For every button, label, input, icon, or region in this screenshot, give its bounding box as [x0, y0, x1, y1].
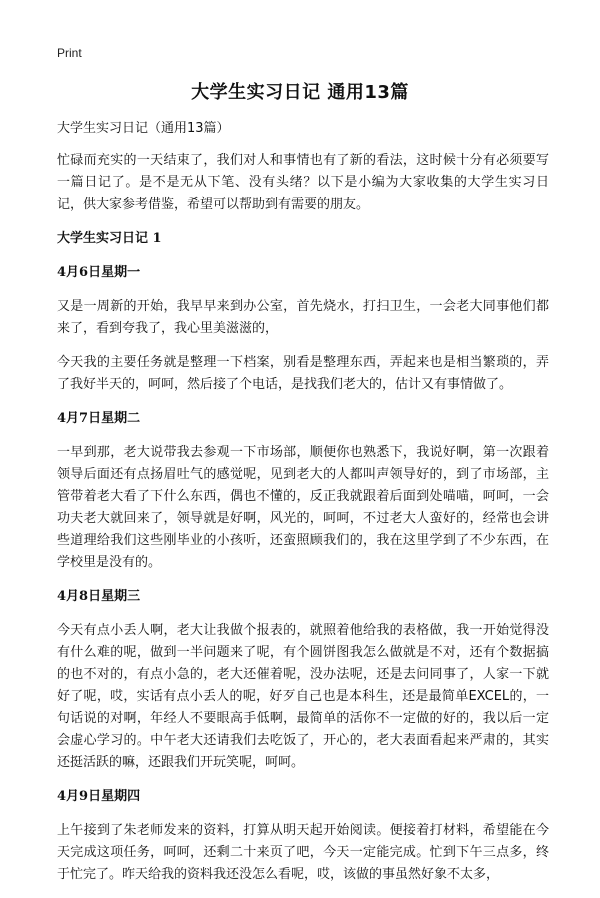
document-body — [57, 118, 549, 898]
entry-date: 4月6日星期一 — [57, 265, 141, 280]
document-subtitle: 大学生实习日记（通用13篇） — [57, 121, 230, 136]
entry-date: 4月9日星期四 — [57, 789, 141, 804]
diary-entry — [57, 586, 549, 774]
diary-entry — [57, 408, 549, 574]
diary-entry — [57, 262, 549, 396]
entry-paragraph: 一早到那，老大说带我去参观一下市场部，顺便你也熟悉下，我说好啊，第一次跟着领导后面还有点扬眉吐气的感觉呢，见到老大的人都叫声领导好的，到了市场部，主管带着老大看了下什么东西，偶也不懂的，反正我就跟着后面到处喵喵，呵呵，一会功夫老大就回来了，领导就是好啊，风光的，呵呵，不过老大人蛮好的，经常也会讲些道理给我们这些刚毕业的小孩听，还蛮照顾我们的，我在这里学到了不少东西，在学校里是没有的。 — [57, 445, 549, 570]
diary-entry — [57, 786, 549, 886]
entry-paragraph: 又是一周新的开始，我早早来到办公室，首先烧水，打扫卫生，一会老大同事他们都来了，看到夸我了，我心里美滋滋的， — [57, 299, 549, 336]
print-link[interactable]: Print — [57, 46, 82, 60]
entry-paragraph: 上午接到了朱老师发来的资料，打算从明天起开始阅读。便接着打材料，希望能在今天完成这项任务，呵呵，还剩二十来页了吧，今天一定能完成。忙到下午三点多，终于忙完了。昨天给我的资料我还没怎么看呢，哎，该做的事虽然好象不太多， — [57, 823, 549, 882]
entry-paragraph: 今天有点小丢人啊，老大让我做个报表的，就照着他给我的表格做，我一开始觉得没有什么难的呢，做到一半问题来了呢，有个圆饼图我怎么做就是不对，还有个数据搞的也不对的，有点小急的，老大还催着呢，没办法呢，还是去问同事了，人家一下就好了呢，哎，实话有点小丢人的呢，好歹自己也是本科生，还是最简单EXCEL的，一句话说的对啊，年经人不要眼高手低啊，最简单的活你不一定做的好的，我以后一定会虚心学习的。中午老大还请我们去吃饭了，开心的，老大表面看起来严肃的，其实还挺活跃的嘛，还跟我们开玩笑呢，呵呵。 — [57, 623, 549, 770]
page-title: 大学生实习日记 通用13篇 — [191, 82, 409, 103]
entry-date: 4月8日星期三 — [57, 589, 141, 604]
entry-paragraph: 今天我的主要任务就是整理一下档案，别看是整理东西，弄起来也是相当繁琐的，弄了我好半天的，呵呵，然后接了个电话，是找我们老大的，估计又有事情做了。 — [57, 355, 549, 392]
entry-date: 4月7日星期二 — [57, 411, 141, 426]
intro-paragraph: 忙碌而充实的一天结束了，我们对人和事情也有了新的看法，这时候十分有必须要写一篇日记了。是不是无从下笔、没有头绪？以下是小编为大家收集的大学生实习日记，供大家参考借鉴，希望可以帮助到有需要的朋友。 — [57, 153, 549, 212]
section-heading: 大学生实习日记 1 — [57, 231, 162, 246]
